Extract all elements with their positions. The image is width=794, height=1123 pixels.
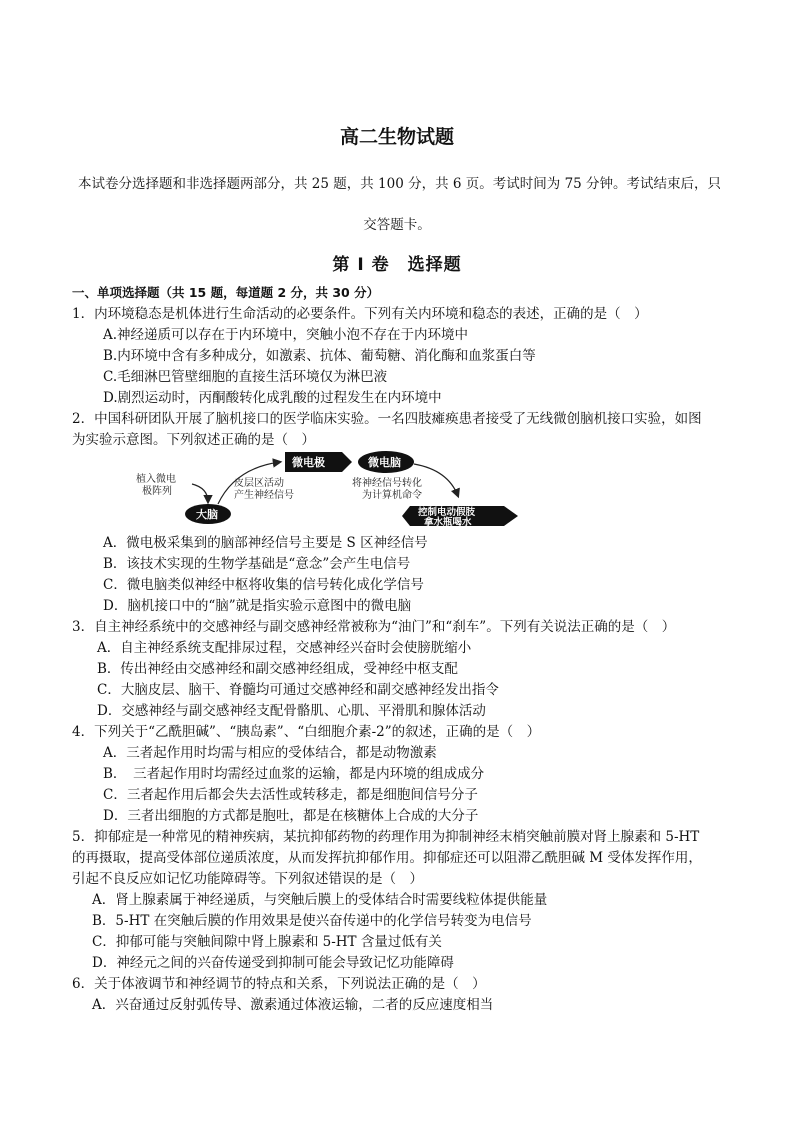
page-title: 高二生物试题 — [339, 126, 454, 148]
diagram-cortex-label-1: 皮层区活动 — [234, 478, 284, 489]
question-2-option-a: A．微电极采集到的脑部神经信号主要是 S 区神经信号 — [103, 535, 428, 551]
question-5-stem-line-3: 引起不良反应如记忆功能障碍等。下列叙述错误的是（ ） — [72, 871, 423, 887]
question-3-option-a: A．自主神经系统支配排尿过程，交感神经兴奋时会使膀胱缩小 — [97, 640, 472, 656]
question-5-stem-line-1: 5．抑郁症是一种常见的精神疾病，某抗抑郁药物的药理作用为抑制神经末梢突触前膜对肾上腺素和 5-HT — [72, 829, 700, 845]
question-3-stem: 3．自主神经系统中的交感神经与副交感神经常被称为“油门”和“刹车”。下列有关说法正确的是（ ） — [72, 619, 676, 635]
question-2-option-d: D．脑机接口中的“脑”就是指实验示意图中的微电脑 — [103, 598, 412, 614]
question-2-stem-line-1: 2．中国科研团队开展了脑机接口的医学临床实验。一名四肢瘫痪患者接受了无线微创脑机接口实验，如图 — [72, 411, 702, 427]
question-4-stem: 4．下列关于“乙酰胆碱”、“胰岛素”、“白细胞介素-2”的叙述，正确的是（ ） — [72, 724, 541, 740]
question-5-stem-line-2: 的再摄取，提高受体部位递质浓度，从而发挥抗抑郁作用。抑郁症还可以阻滞乙酰胆碱 M 受体发挥作用， — [72, 850, 702, 866]
part-heading: 第 Ⅰ 卷 选择题 — [332, 255, 462, 275]
diagram-implant-label-1: 植入微电 — [136, 474, 176, 485]
question-1-option-b: B.内环境中含有多种成分，如激素、抗体、葡萄糖、消化酶和血浆蛋白等 — [103, 348, 536, 364]
question-2-stem-line-2: 为实验示意图。下列叙述正确的是（ ） — [72, 432, 315, 448]
intro-text-line-1: 本试卷分选择题和非选择题两部分，共 25 题，共 100 分，共 6 页。考试时间为 75 分钟。考试结束后，只 — [78, 176, 722, 192]
question-2-option-c: C．微电脑类似神经中枢将收集的信号转化成化学信号 — [103, 577, 424, 593]
intro-text-line-2: 交答题卡。 — [363, 217, 431, 233]
question-1-option-a: A.神经递质可以存在于内环境中，突触小泡不存在于内环境中 — [103, 327, 469, 343]
question-4-option-a: A．三者起作用时均需与相应的受体结合，都是动物激素 — [103, 745, 437, 761]
diagram-convert-label-2: 为计算机命令 — [362, 490, 422, 501]
brain-computer-interface-diagram — [130, 448, 530, 530]
question-4-option-b: B． 三者起作用时均需经过血浆的运输，都是内环境的组成成分 — [103, 766, 485, 782]
question-5-option-c: C．抑郁可能与突触间隙中肾上腺素和 5-HT 含量过低有关 — [92, 934, 442, 950]
diagram-computer-label: 微电脑 — [368, 456, 401, 469]
question-4-option-d: D．三者出细胞的方式都是胞吐，都是在核糖体上合成的大分子 — [103, 808, 479, 824]
question-3-option-c: C．大脑皮层、脑干、脊髓均可通过交感神经和副交感神经发出指令 — [97, 682, 499, 698]
question-3-option-b: B．传出神经由交感神经和副交感神经组成，受神经中枢支配 — [97, 661, 458, 677]
question-1-option-c: C.毛细淋巴管壁细胞的直接生活环境仅为淋巴液 — [103, 369, 388, 385]
diagram-brain-label: 大脑 — [196, 508, 218, 521]
question-2-option-b: B．该技术实现的生物学基础是“意念”会产生电信号 — [103, 556, 411, 572]
question-5-option-b: B．5-HT 在突触后膜的作用效果是使兴奋传递中的化学信号转变为电信号 — [92, 913, 532, 929]
question-6-stem: 6．关于体液调节和神经调节的特点和关系，下列说法正确的是（ ） — [72, 976, 486, 992]
question-5-option-a: A．肾上腺素属于神经递质，与突触后膜上的受体结合时需要线粒体提供能量 — [92, 892, 548, 908]
question-4-option-c: C．三者起作用后都会失去活性或转移走，都是细胞间信号分子 — [103, 787, 478, 803]
diagram-electrode-label: 微电极 — [292, 456, 325, 469]
diagram-control-label-1: 控制电动假肢 — [418, 507, 476, 518]
question-5-option-d: D．神经元之间的兴奋传递受到抑制可能会导致记忆功能障碍 — [92, 955, 454, 971]
diagram-control-label-2: 拿水瓶喝水 — [424, 517, 472, 528]
question-6-option-a: A．兴奋通过反射弧传导、激素通过体液运输，二者的反应速度相当 — [92, 997, 494, 1013]
question-3-option-d: D．交感神经与副交感神经支配骨骼肌、心肌、平滑肌和腺体活动 — [97, 703, 486, 719]
diagram-cortex-label-2: 产生神经信号 — [234, 490, 294, 501]
diagram-convert-label-1: 将神经信号转化 — [352, 478, 422, 489]
question-1-stem: 1．内环境稳态是机体进行生命活动的必要条件。下列有关内环境和稳态的表述，正确的是（ ） — [72, 306, 648, 322]
question-1-option-d: D.剧烈运动时，丙酮酸转化成乳酸的过程发生在内环境中 — [103, 390, 442, 406]
diagram-implant-label-2: 极阵列 — [142, 486, 172, 497]
section-heading: 一、单项选择题（共 15 题，每道题 2 分，共 30 分） — [72, 285, 380, 300]
